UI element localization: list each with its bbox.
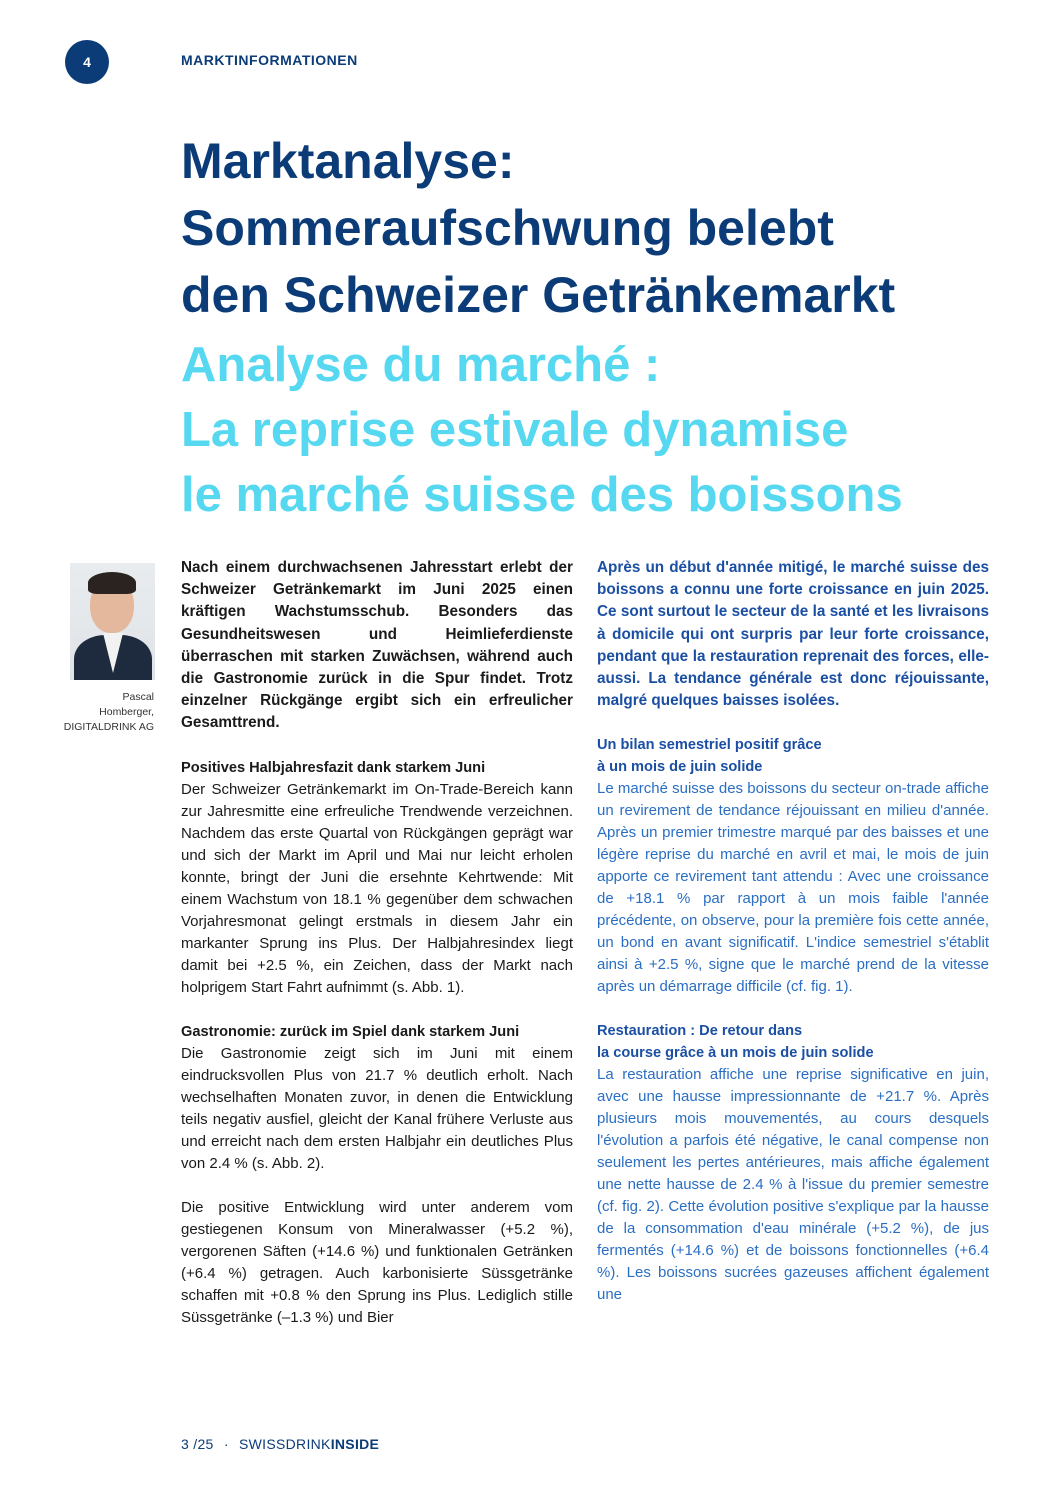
footer-separator: · [223, 1436, 229, 1452]
footer [181, 1436, 379, 1452]
subheading: Gastronomie: zurück im Spiel dank starkem Juni [181, 1023, 520, 1040]
column-german [181, 557, 573, 1351]
caption-line: Homberger, [99, 706, 154, 718]
title-german-line: den Schweizer Getränkemarkt [181, 267, 896, 323]
title-german [181, 128, 1041, 329]
brand-name-bold: INSIDE [330, 1436, 380, 1452]
subheading: Un bilan semestriel positif grâce [597, 737, 822, 754]
author-photo [70, 563, 155, 680]
lead-paragraph: Après un début d'année mitigé, le marché suisse des boissons a connu une forte croissance en juin 2025. Ce sont surtout le secteur de la santé et les livraisons à domicile qui ont surpris par leur forte croissance, pendant que la restauration reprenait des forces, elle-aussi. La tendance générale est donc réjouissante, malgré quelques baisses isolées. [597, 559, 989, 710]
title-german-line: Sommeraufschwung belebt [181, 200, 834, 256]
page-number-badge: 4 [65, 40, 109, 84]
title-german-line: Marktanalyse: [181, 133, 515, 189]
issue-number: 3 /25 [181, 1436, 214, 1452]
section-label: MARKTINFORMATIONEN [181, 52, 358, 68]
subheading: à un mois de juin solide [597, 759, 763, 776]
subheading: Restauration : De retour dans [597, 1023, 803, 1040]
subheading: la course grâce à un mois de juin solide [597, 1045, 874, 1062]
caption-line: Pascal [122, 691, 154, 703]
body-paragraph: Die positive Entwicklung wird unter anderem vom gestiegenen Konsum von Mineralwasser (+5.2 %), vergorenen Säften (+14.6 %) und funktionalen Getränken (+6.4 %) getragen. Auch karbonisierte Süssgetränke schaffen mit +0.8 % den Sprung ins Plus. Lediglich stille Süssgetränke (–1.3 %) und Bier [181, 1198, 573, 1326]
caption-line: DIGITALDRINK AG [63, 721, 154, 733]
title-french-line: La reprise estivale dynamise [181, 403, 849, 457]
title-french-line: le marché suisse des boissons [181, 468, 903, 522]
subheading: Positives Halbjahresfazit dank starkem Juni [181, 759, 486, 776]
body-paragraph: Der Schweizer Getränkemarkt im On-Trade-Bereich kann zur Jahresmitte eine erfreuliche Trendwende verzeichnen. Nachdem das erste Quartal von Rückgängen geprägt war und sich der Markt im April und Mai nur leicht erholen konnte, bringt der Juni die ersehnte Kehrtwende: Mit einem Wachstum von 18.1 % gegenüber dem schwachen Vorjahresmonat gelingt erstmals in diesem Jahr ein markanter Sprung ins Plus. Der Halbjahresindex liegt damit bei +2.5 %, ein Zeichen, dass der Markt nach holprigem Start Fahrt aufnimmt (s. Abb. 1). [181, 780, 573, 996]
lead-paragraph: Nach einem durchwachsenen Jahresstart erlebt der Schweizer Getränkemarkt im Juni 2025 einen kräftigen Wachstumsschub. Besonders das Gesundheitswesen und Heimlieferdienste überraschen mit starken Zuwächsen, während auch die Gastronomie zurück in die Spur findet. Trotz einzelner Rückgänge ergibt sich ein erfreulicher Gesamttrend. [181, 559, 573, 732]
brand-name: SWISSDRINK [239, 1436, 331, 1452]
title-french-line: Analyse du marché : [181, 338, 661, 392]
body-paragraph: Die Gastronomie zeigt sich im Juni mit einem eindrucksvollen Plus von 21.7 % deutlich erholt. Nach wechselhaften Monaten zuvor, in denen die Entwicklung teils negativ ausfiel, gleicht der Kanal frühere Verluste aus und erreicht nach dem ersten Halbjahr ein deutliches Plus von 2.4 % (s. Abb. 2). [181, 1044, 573, 1172]
column-french [597, 557, 989, 1328]
author-caption [40, 690, 154, 735]
body-paragraph: Le marché suisse des boissons du secteur on-trade affiche un revirement de tendance réjouissant en milieu d'année. Après un premier trimestre marqué par des baisses et une légère reprise du marché en avril et mai, le mois de juin apporte ce revirement tant attendu : Avec une croissance de +18.1 % par rapport à un mois faible l'année précédente, on observe, pour la première fois cette année, un bond en avant significatif. L'indice semestriel s'établit ainsi à +2.5 %, signe que le marché prend de la vitesse après un démarrage difficile (cf. fig. 1). [597, 780, 989, 996]
body-paragraph: La restauration affiche une reprise significative en juin, avec une hausse impressionnante de +21.7 %. Après plusieurs mois mouvementés, au cours desquels l'évolution a parfois été négative, le canal compense non seulement les pertes antérieures, mais affiche également une nette hausse de 2.4 % à l'issue du premier semestre (cf. fig. 2). Cette évolution positive s'explique par la hausse de la consommation d'eau minérale (+5.2 %), de jus fermentés (+14.6 %) et de boissons fonctionnelles (+6.4 %). Les boissons sucrées gazeuses affichent également une [597, 1066, 989, 1304]
title-french [181, 333, 1041, 528]
